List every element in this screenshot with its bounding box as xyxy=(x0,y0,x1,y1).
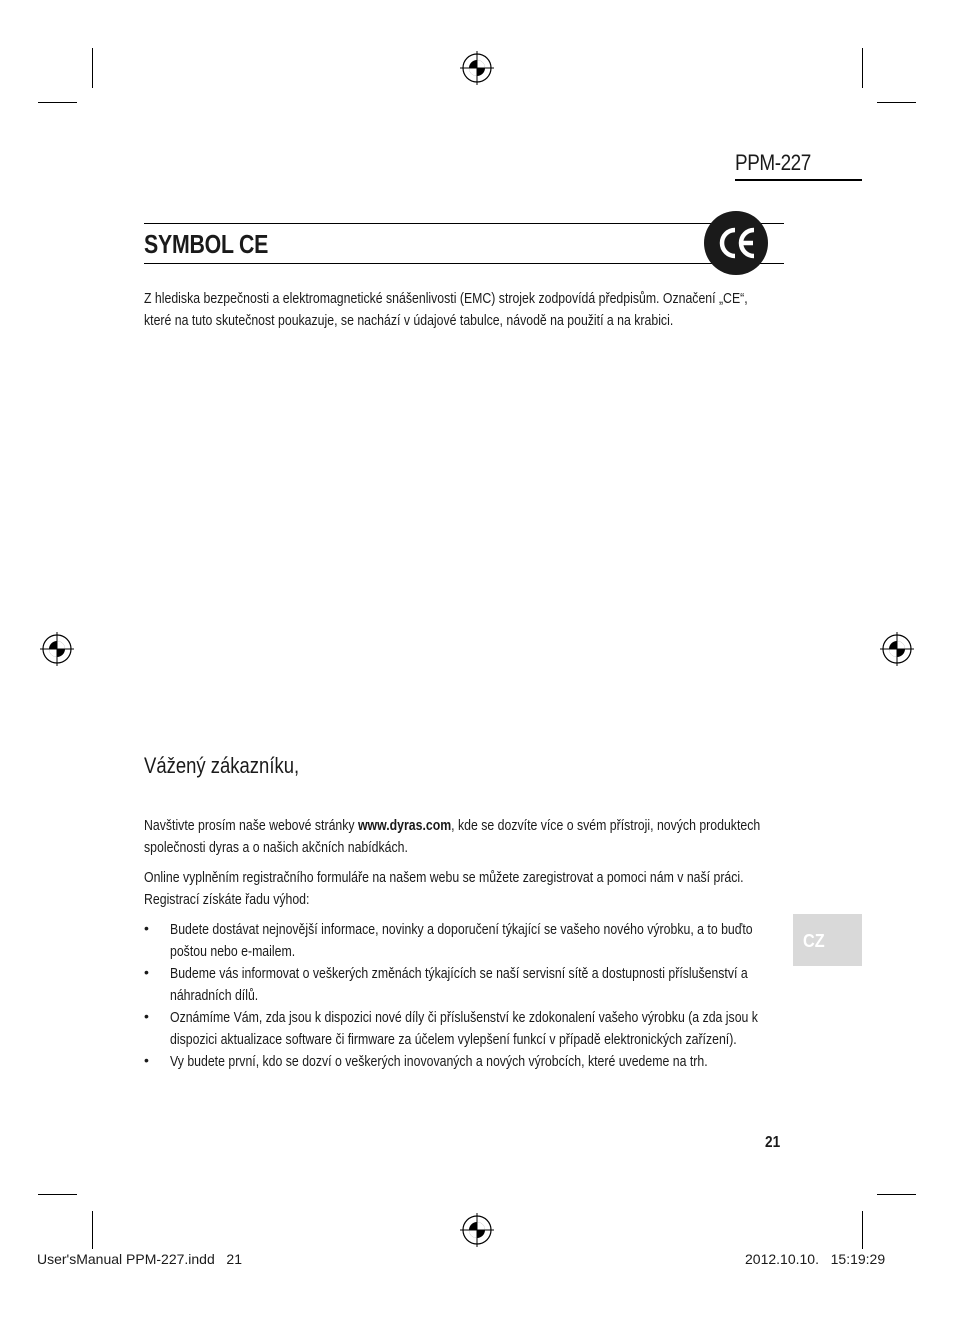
visit-text: , kde se dozvíte více o svém přístroji, nových produktech xyxy=(451,817,761,834)
page-number: 21 xyxy=(765,1134,781,1151)
ce-logo-glyph xyxy=(704,211,768,275)
ce-logo-icon xyxy=(704,211,768,275)
crop-mark xyxy=(862,1211,863,1249)
title-rule-top xyxy=(144,223,784,224)
crop-mark xyxy=(877,1194,916,1195)
crop-mark xyxy=(38,102,77,103)
ce-paragraph-line: Z hlediska bezpečnosti a elektromagnetické snášenlivosti (EMC) strojek zodpovídá předpisům. Označení „CE“, xyxy=(144,290,748,307)
bullet-icon: • xyxy=(144,964,149,980)
bullet-icon: • xyxy=(144,920,149,936)
crop-mark xyxy=(92,48,93,88)
model-underline xyxy=(735,179,862,181)
website-link[interactable]: www.dyras.com xyxy=(357,817,452,834)
bullet-line: poštou nebo e-mailem. xyxy=(170,943,296,960)
title-rule-bottom xyxy=(144,263,784,264)
model-name: PPM-227 xyxy=(735,150,811,175)
language-tab-label: CZ xyxy=(803,931,825,951)
visit-paragraph-line: společnosti dyras a o našich akčních nabídkách. xyxy=(144,839,408,856)
bullet-icon: • xyxy=(144,1052,149,1068)
section-title: SYMBOL CE xyxy=(144,229,269,259)
bullet-line: Budeme vás informovat o veškerých změnách týkajících se naší servisní sítě a dostupnosti příslušenství a xyxy=(170,965,748,982)
bullet-icon: • xyxy=(144,1008,149,1024)
bullet-line: Vy budete první, kdo se dozví o veškerých inovovaných a nových výrobcích, které uvedeme na trh. xyxy=(170,1053,708,1070)
bullet-line: Oznámíme Vám, zda jsou k dispozici nové díly či příslušenství ke zdokonalení vašeho výrobku (a zda jsou k xyxy=(170,1009,758,1026)
footer-timestamp: 2012.10.10. 15:19:29 xyxy=(745,1251,886,1267)
registration-mark-icon xyxy=(460,51,494,85)
greeting-heading: Vážený zákazníku, xyxy=(144,753,300,778)
language-tab xyxy=(793,914,862,966)
register-paragraph-line: Registrací získáte řadu výhod: xyxy=(144,891,310,908)
bullet-line: Budete dostávat nejnovější informace, novinky a doporučení týkající se vašeho nového výrobku, a to buďto xyxy=(170,921,753,938)
crop-mark xyxy=(877,102,916,103)
registration-mark-icon xyxy=(40,632,74,666)
register-paragraph-line: Online vyplněním registračního formuláře na našem webu se můžete zaregistrovat a pomoci nám v naší práci. xyxy=(144,869,744,886)
visit-text: Navštivte prosím naše webové stránky xyxy=(144,817,358,834)
footer-file-info: User'sManual PPM-227.indd 21 xyxy=(37,1251,242,1267)
bullet-line: dispozici aktualizace software či firmware za účelem vylepšení funkcí v případě elektronických zařízení). xyxy=(170,1031,737,1048)
crop-mark xyxy=(38,1194,77,1195)
visit-paragraph-line xyxy=(144,815,760,837)
crop-mark xyxy=(92,1211,93,1249)
crop-mark xyxy=(862,48,863,88)
bullet-line: náhradních dílů. xyxy=(170,987,259,1004)
registration-mark-icon xyxy=(880,632,914,666)
ce-paragraph-line: které na tuto skutečnost poukazuje, se nachází v údajové tabulce, návodě na použití a na krabici. xyxy=(144,312,674,329)
registration-mark-icon xyxy=(460,1213,494,1247)
